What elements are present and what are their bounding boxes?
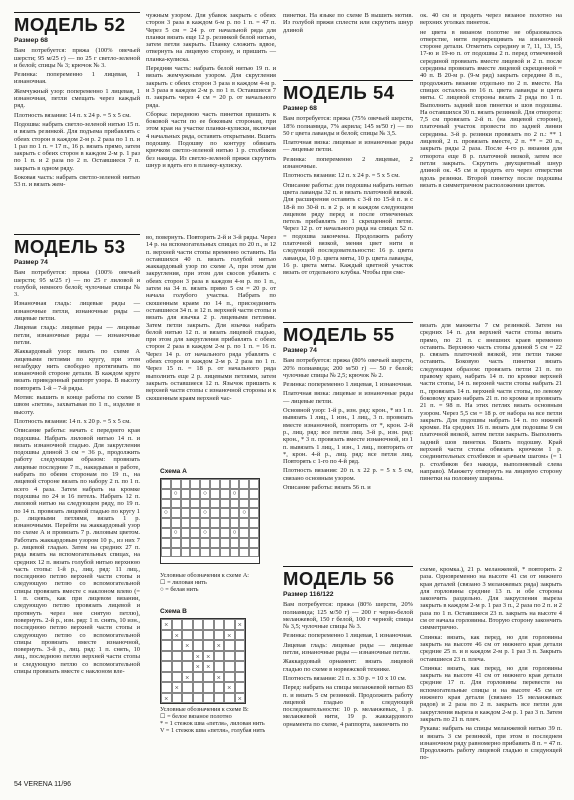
scheme-cell <box>171 538 181 548</box>
legend-b-item: V = 1 стежок шва «петля», голубая нить <box>160 727 266 734</box>
scheme-cell <box>161 630 172 641</box>
scheme-cell: ○ <box>230 489 240 499</box>
scheme-cell <box>190 489 200 499</box>
scheme-cell <box>220 528 230 538</box>
paragraph: Плотность вязания: 14 п. х 20 р. = 5 х 5 см. <box>14 417 131 425</box>
paragraph: Спинка: вязать, как перед, но для горловины закрыть на высоте 46 см от нижнего края детали средние 25 п. и в каждом 2-м р. 1 раз 3 п. Закрыть оставшиеся 23 п. плеча. <box>420 633 562 663</box>
model-55-size: Размер 74 <box>283 347 317 354</box>
scheme-cell <box>220 489 230 499</box>
scheme-cell <box>181 538 191 548</box>
scheme-cell <box>214 619 225 630</box>
scheme-cell <box>182 693 193 704</box>
scheme-cell <box>181 548 191 558</box>
scheme-cell <box>161 489 171 499</box>
scheme-cell <box>224 651 235 662</box>
scheme-cell <box>214 661 225 672</box>
scheme-cell <box>210 499 220 509</box>
scheme-cell <box>181 528 191 538</box>
paragraph: Сборка: переднюю часть пинетки пришить к боковой части по ее боковым сторонам, при этом края на участке планки-кулиски, включая 4 начальных ряда, оставить открытыми. Вшить подошву. Подошву по контуру обвязать крючком светло-зеленой нитью 1 р. столбиков без накида. Из светло-зеленой пряжи скрутить шнур и вдеть его в планку-кулиску. <box>146 110 276 169</box>
scheme-cell <box>171 548 181 558</box>
scheme-cell <box>182 661 193 672</box>
scheme-cell <box>200 548 210 558</box>
scheme-cell: ○ <box>230 528 240 538</box>
model-53-block <box>14 234 140 677</box>
scheme-cell <box>239 489 249 499</box>
scheme-cell <box>172 640 183 651</box>
scheme-cell <box>224 661 235 672</box>
paragraph: Жемчужный узор: попеременно 1 лицевая, 1 изнаночная, петли смещать через каждый ряд. <box>14 87 140 110</box>
paragraph: не цвета в вязаном полотне не образовалось отверстие, нити перекрещивать на изнаночной стороне детали. Отметить середину и 7, 11, 13, 15, 17-ю и 19-ю п. от подошвы 2 п. перед отмеченной серединой провязать вместе лицевой и 2 п. после середины провязать вместе лицевой скрещенной = 40 п. В 20-м р. (9-м ряд) закрыть середине 8 п., продолжить вязание отдельно по 2 п. вместе. На спицах осталось по 16 п. цвета лаванды и цвета мяты. С лицевой стороны вязать 2 ряда по 1 п. Выполнить задний шов пинетки и шов подошвы. На оставшихся 30 п. вязать резинкой. Для отворота: 7,5 см провязать 2-й п. (на лицевой стороне), платочный участок провести по задней линии середины. 3-й р. резинки провязать по 2 п.: ** 1 лицевой, 2 п. провязать вместе, 2 п. ** = 20 п., закрыть ряды 2 раза. После 4-го р. вязания для отворота еще 8 р. платочной вязкой, затем все петли закрыть. Скрутить двухцветный шнур длиной ок. 45 см и продеть его через отверстия вдоль резинки. Второй пинетку после подошвы вязать в симметричном расположении цветов. <box>420 28 562 189</box>
scheme-cell <box>214 630 225 641</box>
scheme-cell <box>239 479 249 489</box>
scheme-cell <box>182 651 193 662</box>
scheme-cell <box>200 499 210 509</box>
scheme-cell <box>220 479 230 489</box>
scheme-cell <box>172 619 183 630</box>
scheme-cell <box>249 528 259 538</box>
scheme-cell <box>230 538 240 548</box>
scheme-cell <box>181 518 191 528</box>
scheme-cell <box>161 640 172 651</box>
paragraph: ок. 40 см и продеть через вязаное полотно на верхних уголках пинеток. <box>420 12 562 27</box>
model-54-block <box>283 80 413 279</box>
scheme-cell <box>190 518 200 528</box>
scheme-cell <box>249 479 259 489</box>
scheme-cell: ○ <box>171 528 181 538</box>
scheme-cell <box>249 499 259 509</box>
scheme-cell <box>210 528 220 538</box>
paragraph: Жаккардовый орнамент: вязать лицевой гладью по схеме в норвежской технике. <box>283 658 413 673</box>
scheme-cell: ○ <box>200 489 210 499</box>
scheme-cell: × <box>182 640 193 651</box>
scheme-b <box>160 608 270 704</box>
paragraph: Резинка: попеременно 1 лицевая, 1 изнаночная. <box>14 71 140 86</box>
paragraph: схеме, кромка.), 21 р. меланжевой, * повторить 2 раза. Одновременно на высоте 41 см от нижнего края деталей (связано 3 меланжевых ряда) закрыть для горловины средние 13 п. и обе стороны закончить раздельно. Для закругления выреза закрыть в каждом 2-м р. 1 раз 3 п., 2 раза по 2 п. и 2 раза по 1 п. Оставшиеся 23 п. закрыть на высоте 4 см от начала горловины. Вторую сторону закончить симметрично. <box>420 566 562 632</box>
paragraph: Описание работы: для подошвы набрать нитью цвета лаванды 32 п. и вязать платочной вязкой. Для расширения оставить с 3-й по 15-й п. и с 18-й по 30-й п. в 2 р. и в каждом следующем лицевом ряду перед и после отмеченных петель прибавлять по 1 скрещенной петле. Через 12 р. от начального ряда на спицах 52 п. = подошва закончена. Продолжить работу платочной вязкой, меняя цвет нити в следующей последовательности: 16 р. цвета лаванды, 10 р. цвета мяты, 10 р. цвета лаванды, 16 р. цвета мяты. Каждый цветной участок вязать от отдельного клубка. Чтобы при сме- <box>283 181 413 277</box>
scheme-cell <box>171 479 181 489</box>
legend-a-item: ☐ = лиловая нить <box>160 579 207 586</box>
paragraph: вязать для манжеты 7 см резинкой. Затем на средних 14 п. для верхней части стопы вязать прямо, по 21 п. с внешних краев временно оставить. Верхнюю часть стопы длиной 5 см = 22 р. связать платочной вязкой, эти петли также оставить. Боковую часть пинетки вязать следующим образом: провязать петли 21 п. по правому краю, набрать 14 п. по кромке верхней части стопы, 14 п. верхней части стопы набрать 21 п., провязать 14 п. верхней части стопы, по левому боковому краю набрать 21 п. по кромке и провязать 21 п. = 98 п. На этих петлях вязать основным узором. Через 5,5 см = 18 р. от набора на все петли закрыть. Для подошвы набрать 14 п. по нижней кромке. На средних 16 п. вязать для подошвы 9 см платочной вязкой, затем петли закрыть. Выполнить задний шов пинетки. Вшить подошву. Край верхней части стопы обвязать крючком 1 р. соединительных столбиков и «рачьим шагом» (= 1 р. столбиков без накида, выполняемый слева направо). Манжету отвернуть на лицевую сторону пинетки на половину ширины. <box>420 322 562 483</box>
scheme-cell <box>171 518 181 528</box>
scheme-cell <box>181 489 191 499</box>
paragraph: пинетки. На языке по схеме В вышить мотив. Из голубой пряжи сплести или скрутить шнур длиной <box>283 12 413 34</box>
scheme-b-grid <box>160 618 246 704</box>
paragraph: Вам потребуется: пряжа (80% овечьей шерсти, 20% полиамида; 200 м/50 г) — 50 г белой; чулочные спицы № 2,5; крючок № 2. <box>283 357 413 379</box>
scheme-cell <box>161 479 171 489</box>
scheme-cell <box>171 508 181 518</box>
scheme-cell <box>235 682 246 693</box>
model-56-size: Размер 116/122 <box>283 591 334 598</box>
scheme-cell <box>203 619 214 630</box>
legend-a <box>160 572 270 593</box>
model-55-continued <box>420 322 562 485</box>
scheme-cell: × <box>193 661 204 672</box>
scheme-cell <box>193 640 204 651</box>
scheme-cell <box>249 489 259 499</box>
scheme-cell <box>249 538 259 548</box>
scheme-cell <box>190 528 200 538</box>
scheme-cell <box>239 528 249 538</box>
scheme-cell <box>224 640 235 651</box>
scheme-cell <box>239 538 249 548</box>
scheme-cell <box>190 548 200 558</box>
scheme-cell <box>172 693 183 704</box>
scheme-cell <box>190 508 200 518</box>
scheme-a-label: Схема А <box>160 468 187 475</box>
scheme-cell <box>161 672 172 683</box>
scheme-cell: × <box>182 672 193 683</box>
paragraph: Описание работы: начать с переднего края подошвы. Набрать лиловой нитью 14 п. и вязать изнаночной гладью. Для закругления подошвы длиной 3 см = 36 р., продолжить работу следующим образом: провязать лицевые последние 7 п., накидывая в работе, набрать по обеим сторонам по 19 п., на лицевой стороне вязать по набору 2 п. по 1 п. всего 4 раза. Затем набрать на кромке подошвы по 24 и 16 петель. Набрать 12 п. лиловой нитью на следующем ряду, по 19 п. по 14 п. провязать лицевой гладью по кругу 1 р. лицевыми петлями, вязать 1 р. изнаночными. Перейти на жаккардовый узор по схеме А и провязать 7 р. лиловым цветом. Работать жаккардовым узором 10 р., из них 7 р. лицевой гладью. Затем на средних 27 п. ряда вязать на вспомогательных спицах, на средних 12 п. вязать голубой нитью верхнюю часть стопы: 1-й р., лиц. ряд: 11 лиц., последнюю петлю верхней части стопы и следующую петлю со вспомогательной спицы провязать вместе с наклоном влево (= 1 п. снять, как при лицевом вязании, следующую петлю провязать лицевой и протянуть через нее снятую петлю), повернуть. 2-й р., изн. ряд: 1 п. снять, 10 изн., последнюю петлю верхней части стопы и следующую петлю со вспомогательной спицы провязать вместе изнаночной, повернуть. 3-й р., лиц. ряд: 1 п. снять, 10 лиц., последнюю петлю верхней части стопы и следующую петлю со вспомогательной спицы провязать вместе с наклоном вле- <box>14 427 140 676</box>
page-footer: 54 VERENA 11/96 <box>14 781 72 788</box>
scheme-cell <box>161 682 172 693</box>
legend-b-item: * = 1 стежок шва «петля», лиловая нить <box>160 720 265 727</box>
scheme-cell <box>190 499 200 509</box>
scheme-cell <box>224 672 235 683</box>
scheme-cell: ○ <box>171 489 181 499</box>
scheme-cell: × <box>235 693 246 704</box>
paragraph: Лицевая гладь: лицевые ряды — лицевые петли, изнаночные ряды — изнаночные петли. <box>14 324 140 346</box>
model-53-title: МОДЕЛЬ 53 <box>14 234 140 257</box>
model-55-title: МОДЕЛЬ 55 <box>283 322 413 345</box>
paragraph: Резинка: попеременно 1 лицевая, 1 изнаночная. <box>283 381 413 389</box>
model-56-title: МОДЕЛЬ 56 <box>283 566 413 589</box>
scheme-cell <box>161 528 171 538</box>
paragraph: Лицевая гладь: лицевые ряды — лицевые петли, изнаночные ряды — изнаночные петли. <box>283 641 413 657</box>
paragraph: Платочная вязка: лицевые и изнаночные ряды — лицевые петли. <box>283 390 413 405</box>
scheme-cell <box>230 548 240 558</box>
scheme-cell <box>210 538 220 548</box>
scheme-cell: ○ <box>200 508 210 518</box>
model-53-size: Размер 74 <box>14 259 48 266</box>
scheme-cell <box>214 693 225 704</box>
scheme-cell: ○ <box>239 508 249 518</box>
scheme-a <box>160 468 270 564</box>
scheme-cell <box>193 682 204 693</box>
scheme-cell <box>210 518 220 528</box>
scheme-cell: × <box>203 661 214 672</box>
paragraph: Вам потребуется: пряжа (100% овечьей шерсти; 95 м/25 г) — по 25 г лиловой и голубой, немного белой; чулочные спицы № 3. <box>14 269 140 299</box>
paragraph: Основной узор: 1-й р., изн. ряд: крон., * из 1 п. вывязать 1 лиц., 1 изн., 1 лиц., 3 п. провязать вместе изнаночной, повторить от *, крон. 2-й р., лиц. ряд: все петли лиц. 3-й р., изн. ряд: крон., * 3 п. провязать вместе изнаночной, из 1 п. вывязать 1 лиц., 1 изн., 1 лиц., повторить от *, крон. 4-й р., лиц. ряд: все петли лиц. Повторять с 1-го по 4-й ряд. <box>283 407 413 466</box>
scheme-cell <box>224 693 235 704</box>
scheme-cell: × <box>214 672 225 683</box>
scheme-cell <box>161 548 171 558</box>
scheme-cell <box>235 661 246 672</box>
scheme-cell <box>210 548 220 558</box>
scheme-cell <box>193 672 204 683</box>
scheme-cell <box>203 630 214 641</box>
scheme-cell <box>200 518 210 528</box>
model-53-end <box>283 12 413 36</box>
model-54-size: Размер 68 <box>283 105 317 112</box>
paragraph: Резинка: попеременно 2 лицевые, 2 изнаночные. <box>283 155 413 171</box>
scheme-cell <box>193 693 204 704</box>
model-56-continued <box>420 566 562 764</box>
paragraph: Передняя часть: набрать белой нитью 19 п. и вязать жемчужным узором. Для скругления закрыть с обеих сторон 3 раза в каждом 4-м р. и 3 раза в каждом 2-м р. по 1 п. Оставшиеся 7 п. закрыть через 4 см = 20 р. от начального ряда. <box>146 65 276 109</box>
paragraph: Плотность вязания: 14 п. х 24 р. = 5 х 5 см. <box>14 111 131 119</box>
scheme-cell <box>161 651 172 662</box>
scheme-cell <box>193 630 204 641</box>
scheme-cell <box>210 479 220 489</box>
paragraph: Спинка: вязать, как перед, но для горловины закрыть на высоте 41 см от нижнего края детали средние 17 п. Для горловины перевести на вспомогательные спицы и на высоте 45 см от нижнего края детали (связано 15 меланжевых рядов) и 2 раза по 2 п. закрыть все петли для закругления выреза в каждом 2-м р. 1 раз 3 п. Затем закрыть по 21 п. плеч. <box>420 664 562 723</box>
scheme-cell <box>230 499 240 509</box>
scheme-cell <box>239 548 249 558</box>
scheme-cell <box>172 651 183 662</box>
scheme-cell: × <box>203 651 214 662</box>
model-55-block <box>283 322 413 493</box>
paragraph: во, повернуть. Повторить 2-й и 3-й ряды. Через 14 р. на вспомогательных спицах по 20 п., и 12 п. верхней части стопы временно оставить. На оставшихся 40 п. вязать голубой нитью жаккардовый узор по схеме А, при этом для закругления, при этом для скосов убавить с обеих сторон 3 раза в каждом 4-м р. по 1 п., затем на 34 п. вязать прямо 5 см = 20 р. от начала голубого участка. Набрать по скошенным краям по 14 п., присоединить оставшиеся 34 п. и 12 п. верхней части стопы и вязать для язычка 2 р. лицевыми петлями. Затем петли закрыть. Для язычка набрать белой нитью 12 п. и вязать лицевой гладью, при этом для закругления прибавлять с обеих сторон 2 раза в каждом 2-м р. по 1 п. = 16 п. Через 14 р. от начального ряда убавлять с обеих сторон в каждом 2-м р. 2 раза по 1 п. Через 15 п. = 18 р. от начального ряда выполнить еще 2 р. лицевыми петлями, затем закрыть оставшиеся 12 п. Язычок пришить к верхней части стопы с изнаночной стороны и к скошенным краям верхней час- <box>146 234 276 402</box>
scheme-cell <box>235 651 246 662</box>
scheme-cell <box>220 538 230 548</box>
scheme-cell <box>235 672 246 683</box>
model-52-block <box>14 12 140 191</box>
paragraph: Резинка: попеременно 1 лицевая, 1 изнаночная. <box>283 632 413 640</box>
legend-b-item: ☐ = белое вязаное полотно <box>160 713 232 720</box>
scheme-cell <box>220 518 230 528</box>
scheme-cell <box>172 661 183 672</box>
scheme-cell <box>182 682 193 693</box>
scheme-cell <box>220 499 230 509</box>
scheme-cell: × <box>214 640 225 651</box>
scheme-cell <box>200 479 210 489</box>
scheme-cell: × <box>172 682 183 693</box>
paragraph: Боковая часть: набрать светло-зеленой нитью 53 п. и вязать жем- <box>14 174 140 189</box>
scheme-cell <box>171 499 181 509</box>
scheme-cell <box>249 518 259 528</box>
scheme-cell <box>161 538 171 548</box>
scheme-cell: ○ <box>161 508 171 518</box>
legend-a-item: ○ = белая нить <box>160 586 199 593</box>
paragraph: Вам потребуется: пряжа (75% овечьей шерсти, 18% полиамида, 7% акрила; 145 м/50 г) — по 50 г цвета лаванды и белой; спицы № 3,5. <box>283 115 413 137</box>
model-56-block <box>283 566 413 730</box>
scheme-cell <box>172 672 183 683</box>
scheme-cell: ○ <box>200 528 210 538</box>
scheme-cell <box>182 619 193 630</box>
paragraph: Вам потребуется: пряжа (80% шерсти, 20% полиамида; 125 м/50 г) — 200 г черно-белой меланжевой, 150 г белой, 100 г черной; спицы № 3,5; чулочные спицы № 3. <box>283 601 413 631</box>
paragraph: Плотность вязания: 21 п. х 30 р. = 10 х 10 см. <box>283 674 407 682</box>
scheme-cell <box>220 548 230 558</box>
paragraph: Жаккардовый узор: вязать по схеме А лицевыми петлями по кругу, при этом незабудку нить свободно протягивать по изнаночной стороне детали. В каждом круге вязать приведенный раппорт узора. В высоту повторять 1-й – 7-й ряды. <box>14 348 140 392</box>
paragraph: чужным узором. Для убавок закрыть с обеих сторон 3 раза в каждом 6-м р. по 1 п. = 47 п. Через 5 см = 24 р. от начальной ряда для планки вязать еще 12 р. резинкой белой нитью, затем петли закрыть. Планку сложить вдвое, отвернуть на лицевую сторону, и пришить — планка-кулиска. <box>146 12 276 63</box>
scheme-cell <box>181 499 191 509</box>
scheme-cell <box>161 499 171 509</box>
scheme-cell <box>210 508 220 518</box>
scheme-a-grid <box>160 478 260 564</box>
scheme-cell <box>193 619 204 630</box>
paragraph: Подошва: набрать светло-зеленой нитью 15 п. и вязать резинкой. Для подъема прибавлять с обеих сторон в каждом 2-м р. 2 раза по 1 п. и 1 раз по 1 п. = 17 п., 16 р. вязать прямо, затем закрыть с обеих сторон в каждом 2-м р. 1 раз по 1 п. и 2 раза по 2 п. Оставшиеся 7 п. закрыть в одном ряду. <box>14 120 140 172</box>
paragraph: Вам потребуется: пряжа (100% овечьей шерсти; 95 м/25 г) — по 25 г светло-зеленой и белой; спицы № 3; крючок № 3. <box>14 47 140 69</box>
scheme-cell: × <box>193 651 204 662</box>
scheme-cell: × <box>235 619 246 630</box>
scheme-cell <box>235 640 246 651</box>
scheme-cell <box>203 693 214 704</box>
paragraph: Описание работы: вязать 56 п. и <box>283 484 371 492</box>
paragraph: Плотность вязания: 20 п. х 22 р. = 5 х 5 см, связано основным узором. <box>283 467 413 482</box>
scheme-cell: × <box>224 682 235 693</box>
scheme-cell <box>181 508 191 518</box>
model-52-title: МОДЕЛЬ 52 <box>14 12 140 35</box>
model-54-title: МОДЕЛЬ 54 <box>283 80 413 103</box>
scheme-cell <box>190 479 200 489</box>
scheme-cell <box>190 538 200 548</box>
paragraph: Изнаночная гладь: лицевые ряды — изнаночные петли, изнаночные ряды — лицевые петли. <box>14 300 140 323</box>
scheme-cell <box>214 651 225 662</box>
scheme-cell: × <box>161 693 172 704</box>
scheme-cell <box>210 489 220 499</box>
paragraph: Плотность вязания: 12 п. х 24 р. = 5 х 5 см. <box>283 172 400 180</box>
model-53-continued <box>146 234 276 404</box>
scheme-cell <box>230 508 240 518</box>
scheme-cell <box>203 672 214 683</box>
scheme-cell <box>230 518 240 528</box>
scheme-cell <box>214 682 225 693</box>
scheme-cell <box>239 518 249 528</box>
model-52-continued <box>146 12 276 171</box>
scheme-cell <box>161 518 171 528</box>
scheme-cell <box>220 508 230 518</box>
paragraph: Рукава: набрать на спицы меланжевой нитью 39 п. и вязать 3 см резинкой, при этом в последнем изнаночном ряду равномерно прибавить 8 п. = 47 п. Продолжить работу лицевой гладью в следующей по- <box>420 725 562 762</box>
scheme-b-label: Схема В <box>160 608 187 615</box>
paragraph: Мотив: вышить в конце работы по схеме В швом «петля», захватывая по 1 п., изделие в высоту. <box>14 394 140 416</box>
scheme-cell: × <box>172 630 183 641</box>
scheme-cell <box>203 682 214 693</box>
scheme-cell: × <box>224 630 235 641</box>
scheme-cell: × <box>161 619 172 630</box>
scheme-cell <box>181 479 191 489</box>
scheme-cell <box>235 630 246 641</box>
scheme-cell <box>249 508 259 518</box>
paragraph: Перед: набрать на спицы меланжевой нитью 83 п. и вязать 5 см резинкой. Продолжить работу лицевой гладью в следующей последовательности: 10 р. меланжевых, 1 р. меланжевой нити, 19 р. жаккардового орнамента по схеме, 4 раппорта, закончить по <box>283 684 413 728</box>
scheme-cell <box>249 548 259 558</box>
paragraph: Платочная вязка: лицевые и изнаночные ряды — лицевые петли. <box>283 139 413 154</box>
scheme-cell <box>224 619 235 630</box>
legend-a-title: Условные обозначения к схеме А: <box>160 572 250 579</box>
scheme-cell <box>239 499 249 509</box>
legend-b-title: Условные обозначения к схеме В: <box>160 706 249 713</box>
legend-b <box>160 706 274 734</box>
scheme-cell <box>200 538 210 548</box>
scheme-cell <box>182 630 193 641</box>
model-52-size: Размер 68 <box>14 37 48 44</box>
scheme-cell <box>203 640 214 651</box>
scheme-cell <box>161 661 172 672</box>
scheme-cell <box>230 479 240 489</box>
model-54-continued <box>420 12 562 191</box>
